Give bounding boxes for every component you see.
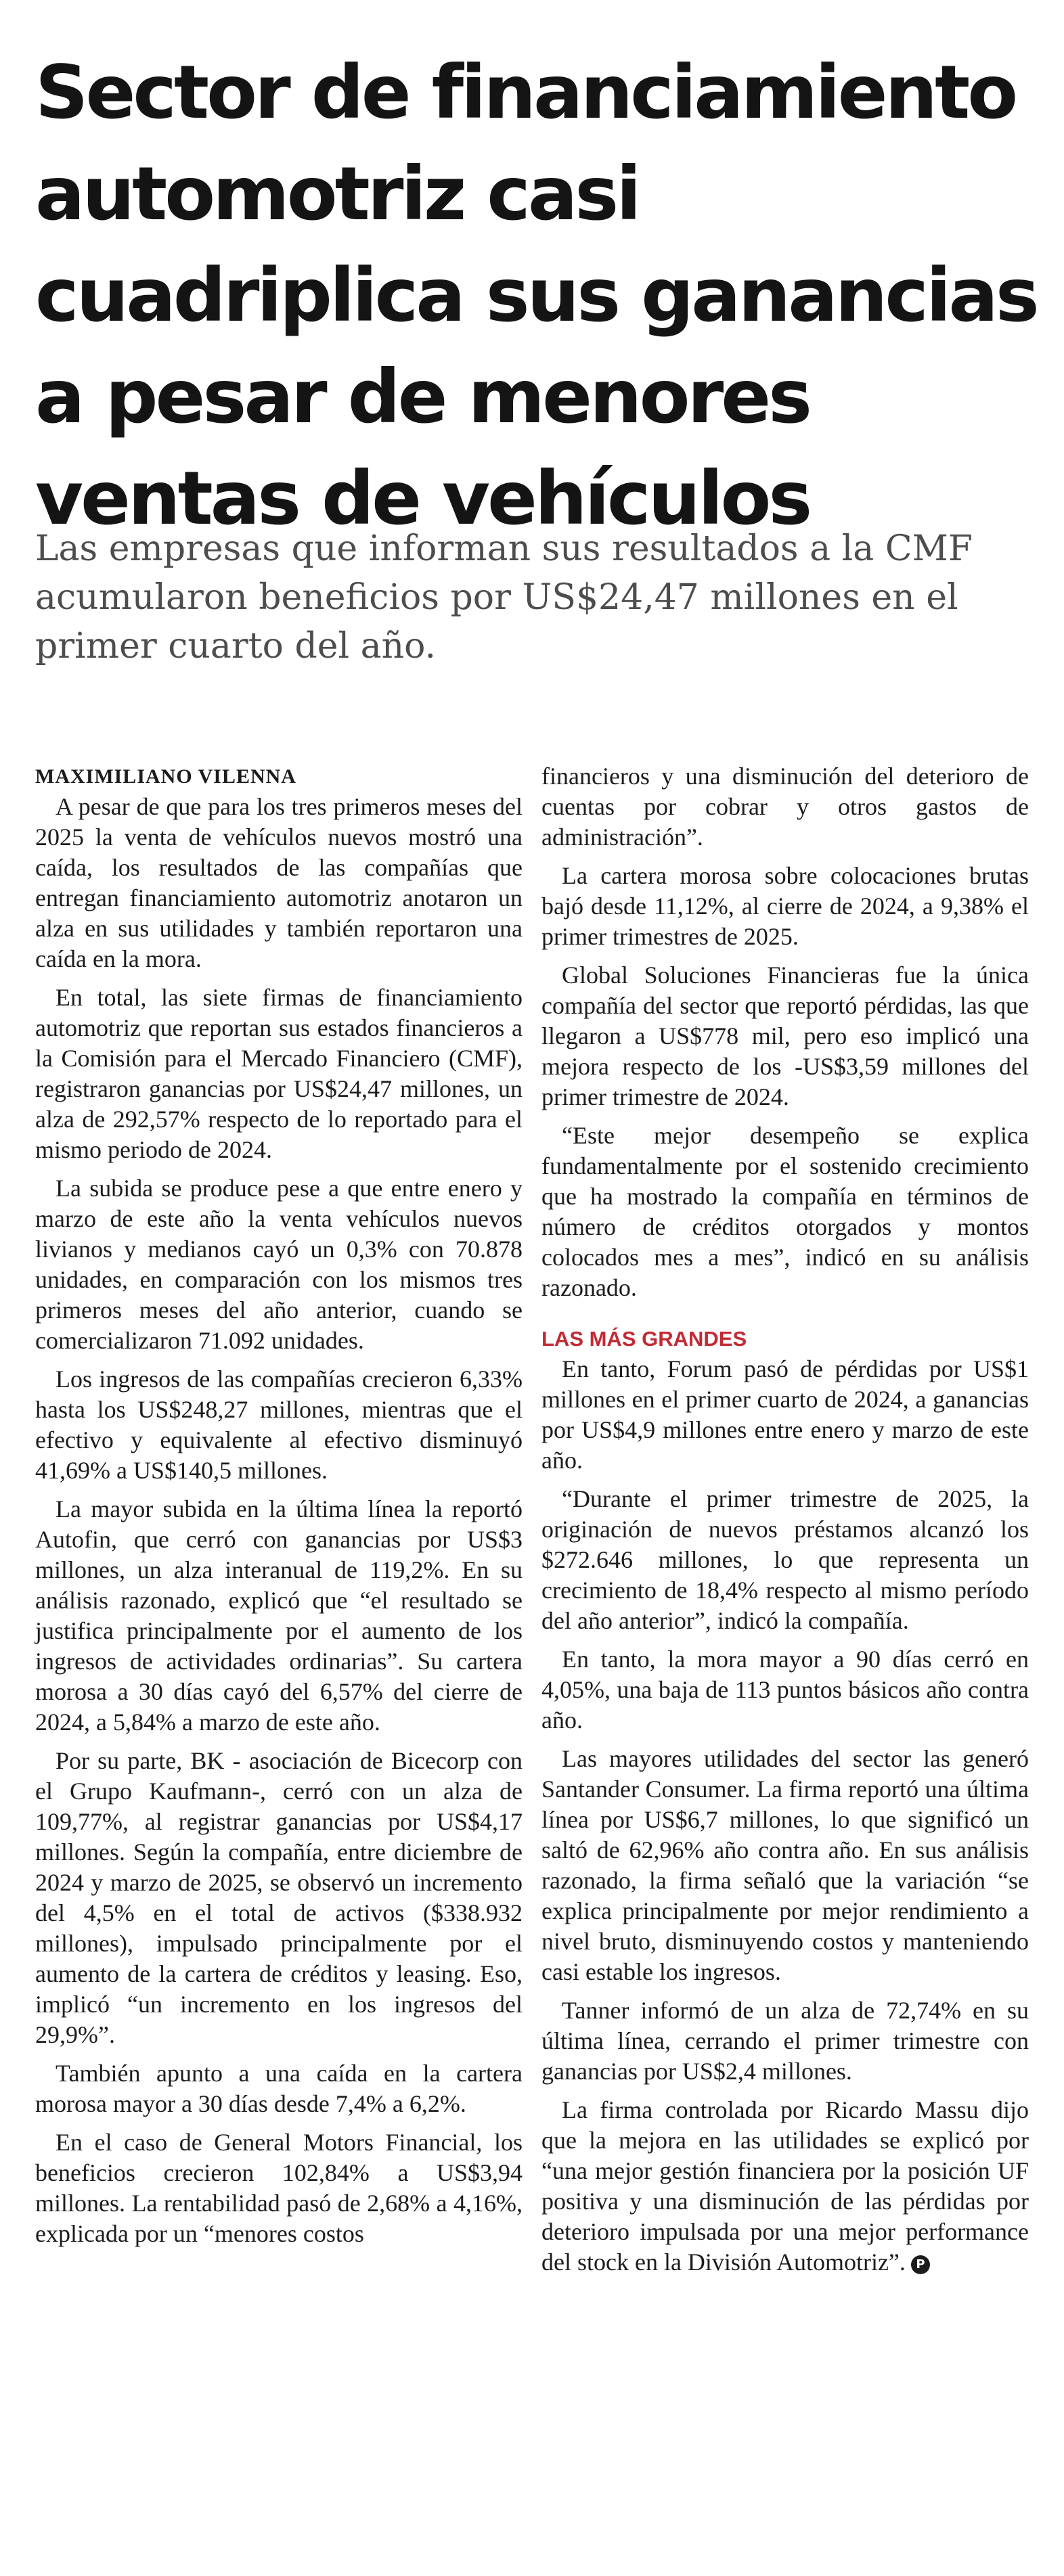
- paragraph: “Durante el primer trimestre de 2025, la originación de nuevos préstamos alcanzó los $272.646 millones, lo que representa un crecimiento de 18,4% respecto al mismo período del año anterior”, indicó la compañía.: [541, 1485, 1029, 1634]
- paragraph: Los ingresos de las compañías crecieron 6,33% hasta los US$248,27 millones, mientras que el efectivo y equivalente al efectivo disminuyó 41,69% a US$140,5 millones.: [35, 1365, 523, 1484]
- paragraph-text: La firma controlada por Ricardo Massu dijo que la mejora en las utilidades se explicó por “una mejor gestión financiera por la posición UF positiva y una disminución de las pérdidas por deterioro impulsada por una mejor performance del stock en la División Automotriz”.: [541, 2096, 1029, 2276]
- paragraph: Global Soluciones Financieras fue la única compañía del sector que reportó pérdidas, las que llegaron a US$778 mil, pero eso implicó una mejora respecto de los -US$3,59 millones del primer trimestre de 2024.: [541, 962, 1029, 1110]
- paragraph: En el caso de General Motors Financial, los beneficios crecieron 102,84% a US$3,94 millones. La rentabilidad pasó de 2,68% a 4,16%, explicada por un “menores costos: [35, 2129, 523, 2247]
- paragraph: También apunto a una caída en la cartera morosa mayor a 30 días desde 7,4% a 6,2%.: [35, 2060, 523, 2117]
- end-mark-icon: P: [911, 2255, 930, 2274]
- paragraph: “Este mejor desempeño se explica fundamentalmente por el sostenido crecimiento que ha mostrado la compañía en términos de número de créditos otorgados y montos colocados mes a mes”, indicó en su análisis razonado.: [541, 1122, 1029, 1301]
- paragraph: A pesar de que para los tres primeros meses del 2025 la venta de vehículos nuevos mostró una caída, los resultados de las compañías que entregan financiamiento automotriz anotaron un alza en sus utilidades y también reportaron una caída en la mora.: [35, 793, 523, 972]
- last-paragraph: [541, 2095, 1029, 2278]
- left-column: [35, 761, 523, 2257]
- paragraph: La mayor subida en la última línea la reportó Autofin, que cerró con ganancias por US$3 millones, un alza interanual de 119,2%. En su análisis razonado, explicó que “el resultado se justifica principalmente por el aumento de los ingresos de actividades ordinarias”. Su cartera morosa a 30 días cayó del 6,57% del cierre de 2024, a 5,84% a marzo de este año.: [35, 1495, 523, 1736]
- paragraph: En tanto, la mora mayor a 90 días cerró en 4,05%, una baja de 113 puntos básicos año contra año.: [541, 1646, 1029, 1734]
- headline: Sector de financiamiento automotriz casi cuadriplica sus ganancias a pesar de menores ventas de vehículos: [35, 49, 1037, 541]
- paragraph: Las mayores utilidades del sector las generó Santander Consumer. La firma reportó una última línea por US$6,7 millones, lo que significó un saltó de 62,96% año contra año. En sus análisis razonado, la firma señaló que la variación “se explica principalmente por mejor rendimiento a nivel bruto, disminuyendo costos y manteniendo casi estable los ingresos.: [541, 1745, 1029, 1985]
- paragraph: En tanto, Forum pasó de pérdidas por US$1 millones en el primer cuarto de 2024, a ganancias por US$4,9 millones entre enero y marzo de este año.: [541, 1355, 1029, 1474]
- paragraph: En total, las siete firmas de financiamiento automotriz que reportan sus estados financieros a la Comisión para el Mercado Financiero (CMF), registraron ganancias por US$24,47 millones, un alza de 292,57% respecto de lo reportado para el mismo periodo de 2024.: [35, 984, 523, 1163]
- right-column: [541, 761, 1029, 2286]
- byline: MAXIMILIANO VILENNA: [35, 765, 296, 788]
- paragraph: La subida se produce pese a que entre enero y marzo de este año la venta vehículos nuevos livianos y medianos cayó un 0,3% con 70.878 unidades, en comparación con los mismos tres primeros meses del año anterior, cuando se comercializaron 71.092 unidades.: [35, 1175, 523, 1354]
- section-subhead: LAS MÁS GRANDES: [541, 1327, 747, 1351]
- paragraph: La cartera morosa sobre colocaciones brutas bajó desde 11,12%, al cierre de 2024, a 9,38% el primer trimestres de 2025.: [541, 862, 1029, 950]
- paragraph: Por su parte, BK - asociación de Bicecorp con el Grupo Kaufmann-, cerró con un alza de 109,77%, al registrar ganancias por US$4,17 millones. Según la compañía, entre diciembre de 2024 y marzo de 2025, se observó un incremento del 4,5% en el total de activos ($338.932 millones), impulsado principalmente por el aumento de la cartera de créditos y leasing. Eso, implicó “un incremento en los ingresos del 29,9%”.: [35, 1747, 523, 2048]
- paragraph: Tanner informó de un alza de 72,74% en su última línea, cerrando el primer trimestre con ganancias por US$2,4 millones.: [541, 1997, 1029, 2085]
- paragraph: financieros y una disminución del deterioro de cuentas por cobrar y otros gastos de administración”.: [541, 763, 1029, 851]
- deck: Las empresas que informan sus resultados a la CMF acumularon beneficios por US$24,47 millones en el primer cuarto del año.: [35, 528, 973, 666]
